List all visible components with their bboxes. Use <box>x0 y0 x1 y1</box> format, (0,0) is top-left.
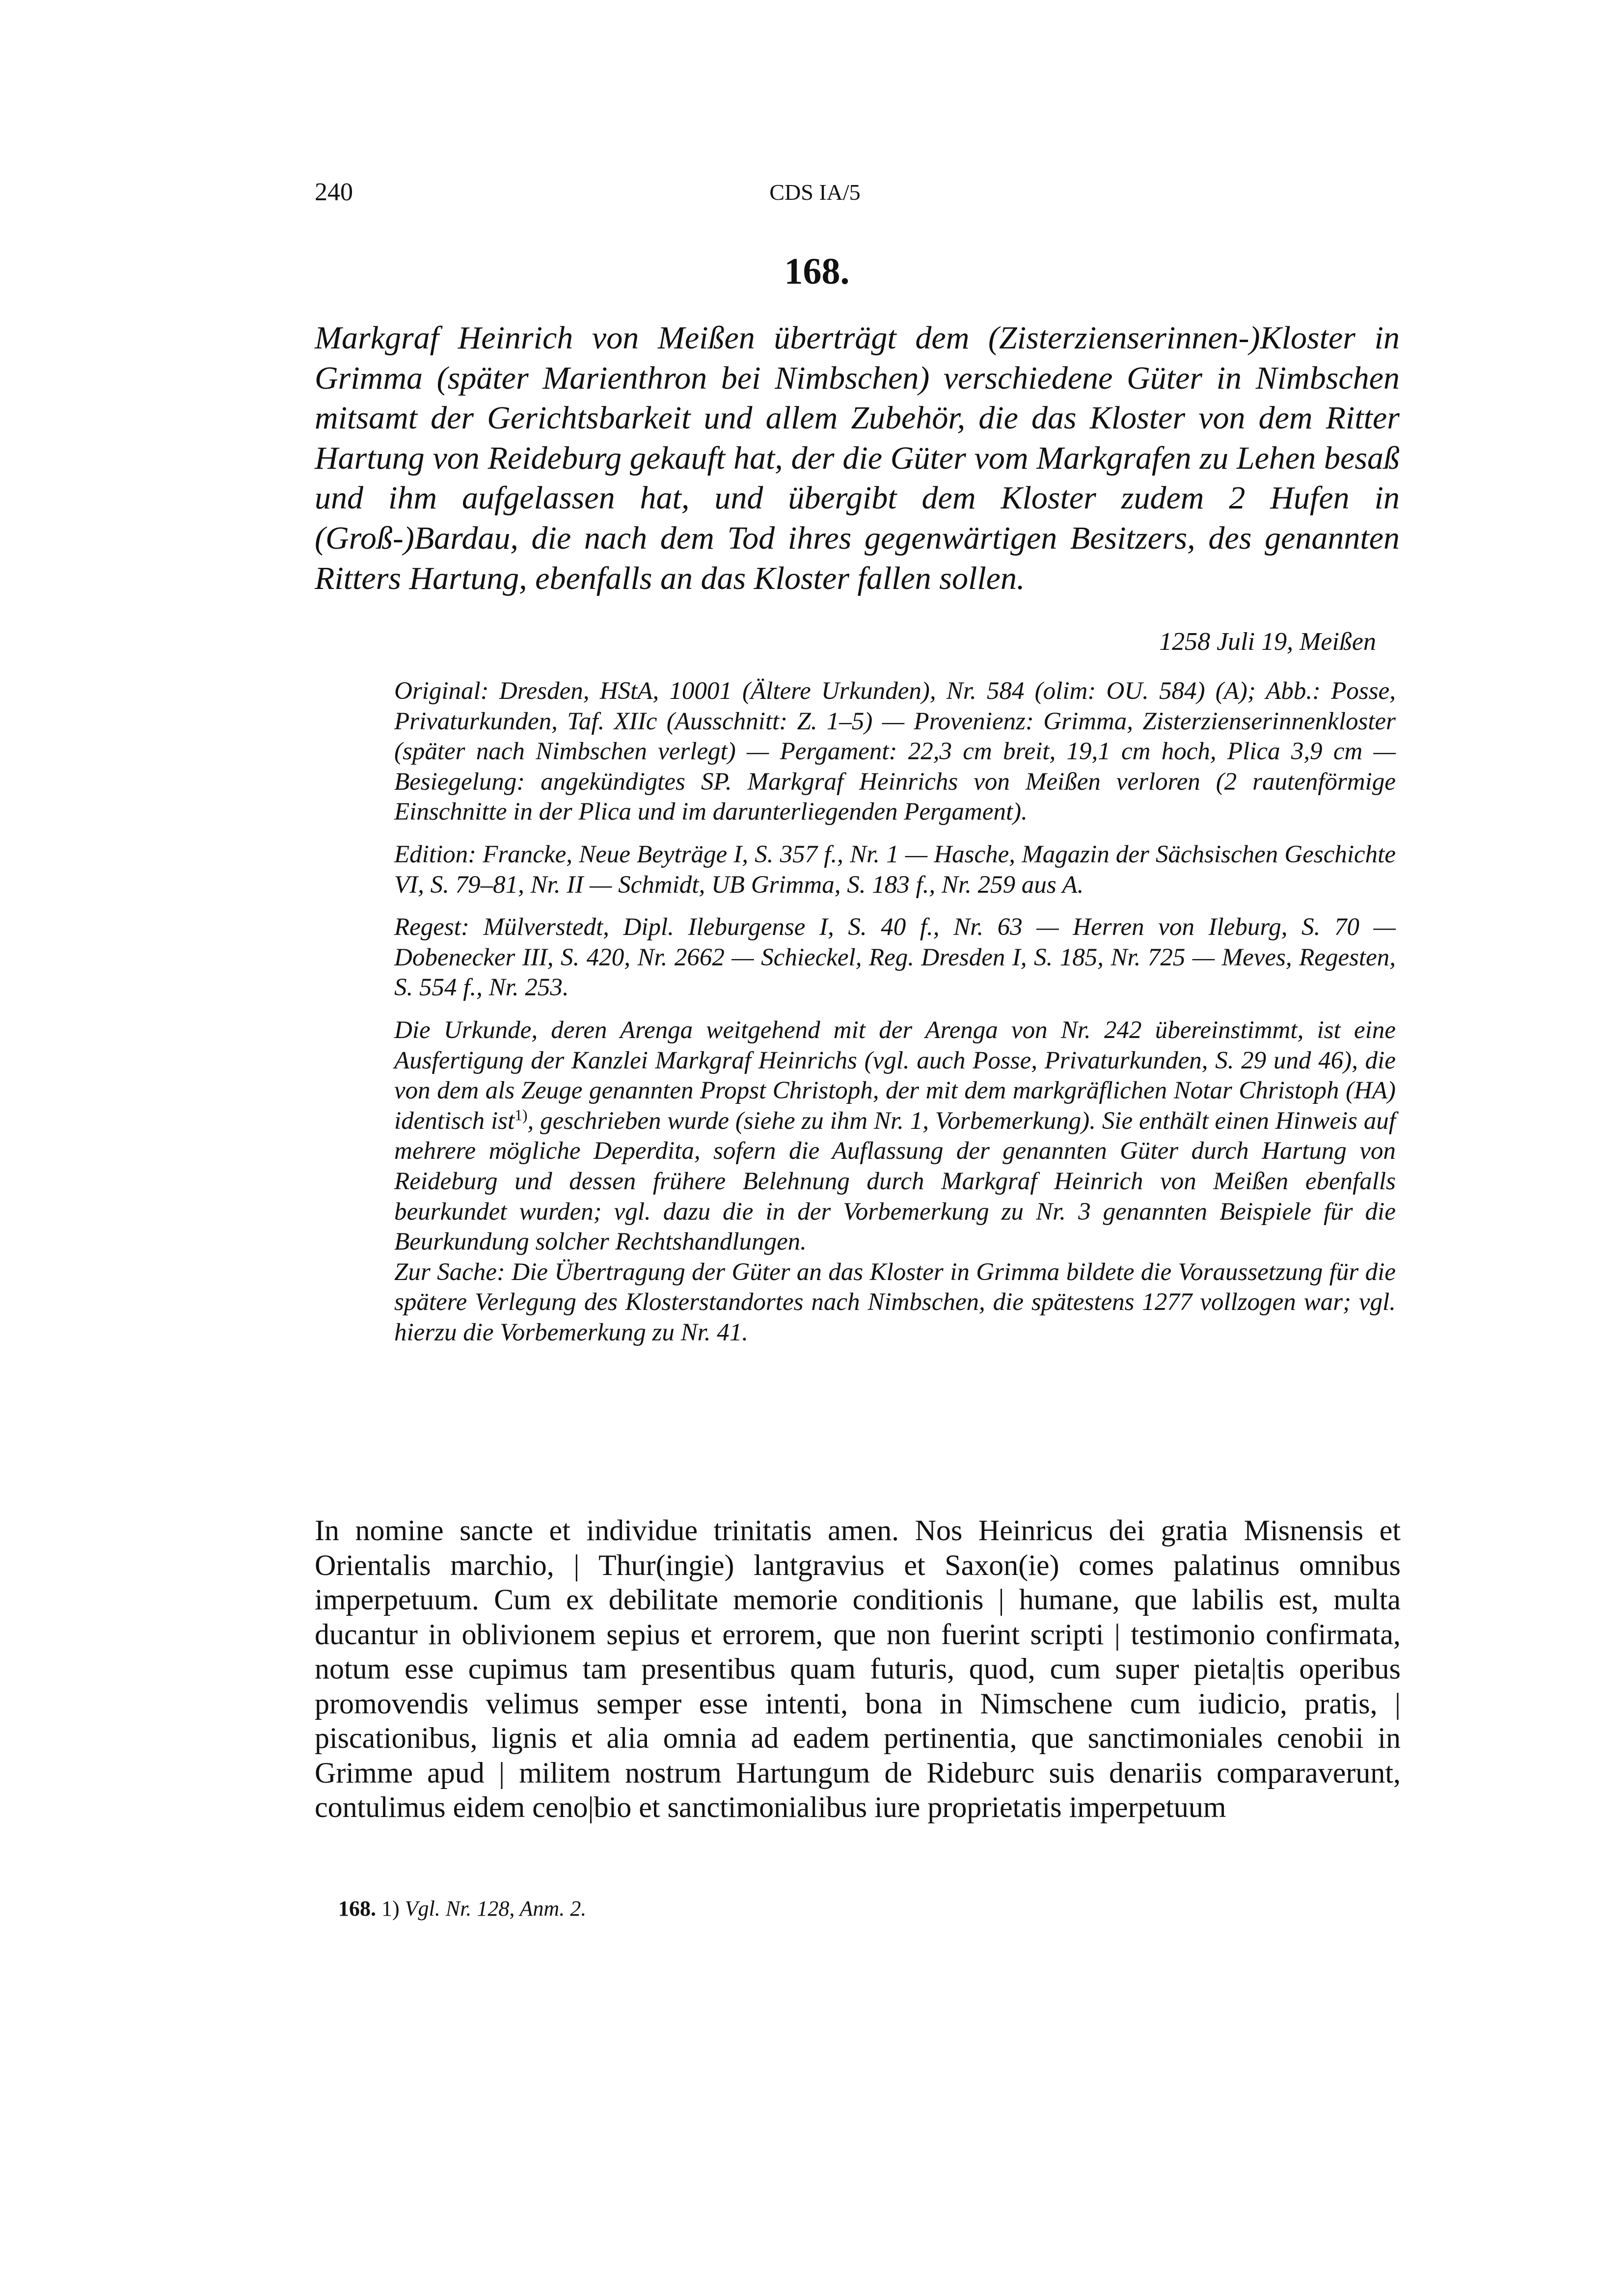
document-summary: Markgraf Heinrich von Meißen überträgt dem (Zisterzienserinnen-)Kloster in Grimma (später Marienthron bei Nimbschen) verschiedene Güter in Nimbschen mitsamt der Gerichtsbarkeit und allem Zubehör, die das Kloster von dem Ritter Hartung von Reideburg gekauft hat, der die Güter vom Markgrafen zu Lehen besaß und ihm aufgelassen hat, und übergibt dem Kloster zudem 2 Hufen in (Groß-)Bardau, die nach dem Tod ihres gegenwärtigen Besitzers, des genannten Ritters Hartung, ebenfalls an das Kloster fallen sollen. <box>315 320 1400 596</box>
charter-text: In nomine sancte et individue trinitatis amen. Nos Heinricus dei gratia Misnensis et Orientalis marchio, | Thur(ingie) lantgravius et Saxon(ie) comes palatinus omnibus imperpetuum. Cum ex debilitate memorie conditionis | humane, que labilis est, multa ducantur in oblivionem sepius et errorem, que non fuerint scripti | testimonio confirmata, notum esse cupimus tam presentibus quam futuris, quod, cum super pieta|tis operibus promovendis velimus semper esse intenti, bona in Nimschene cum iudicio, pratis, | piscationibus, lignis et alia omnia ad eadem pertinentia, que sanctimoniales cenobii in Grimme apud | militem nostrum Hartungum de Rideburc suis denariis comparaverunt, contulimus eidem ceno|bio et sanctimonialibus iure proprietatis imperpetuum <box>315 1514 1401 1823</box>
footnote-text: Vgl. Nr. 128, Anm. 2. <box>405 1896 587 1921</box>
commentary-text-2: , geschrieben wurde (siehe zu ihm Nr. 1, Vorbemerkung). Sie enthält einen Hinweis auf mehrere mögliche Deperdita, sofern die Auflassung der genannten Güter durch Hartung von Reideburg und dessen frühere Belehnung durch Markgraf Heinrich von Meißen ebenfalls beurkundet wurden; vgl. dazu die in der Vorbemerkung zu Nr. 3 genannten Beispiele für die Beurkundung solcher Rechtshandlungen. <box>394 1107 1396 1256</box>
critical-apparatus <box>394 676 1396 1360</box>
running-title: CDS IA/5 <box>769 180 861 205</box>
date-place: 1258 Juli 19, Meißen <box>1159 628 1376 656</box>
document-number: 168. <box>784 251 850 292</box>
original-note: Original: Dresden, HStA, 10001 (Ältere Urkunden), Nr. 584 (olim: OU. 584) (A); Abb.: Posse, Privaturkunden, Taf. XIIc (Ausschnitt: Z. 1–5) — Provenienz: Grimma, Zisterzienserinnenkloster (später nach Nimbschen verlegt) — Pergament: 22,3 cm breit, 19,1 cm hoch, Plica 3,9 cm — Besiegelung: angekündigtes SP. Markgraf Heinrichs von Meißen verloren (2 rautenförmige Einschnitte in der Plica und im darunterliegenden Pergament). <box>394 677 1396 826</box>
commentary-text-1: Die Urkunde, deren Arenga weitgehend mit der Arenga von Nr. 242 übereinstimmt, ist eine Ausfertigung der Kanzlei Markgraf Heinrichs (vgl. auch Posse, Privaturkunden, S. 29 und 46), die von dem als Zeuge genannten Propst Christoph, der mit dem markgräflichen Notar Christoph (HA) identisch ist <box>394 1016 1396 1135</box>
commentary-note <box>394 1015 1396 1257</box>
footnote-document-number: 168. <box>338 1896 376 1921</box>
footnote-marker: 1) <box>381 1896 400 1921</box>
edition-note: Edition: Francke, Neue Beyträge I, S. 357 f., Nr. 1 — Hasche, Magazin der Sächsischen Geschichte VI, S. 79–81, Nr. II — Schmidt, UB Grimma, S. 183 f., Nr. 259 aus A. <box>394 840 1396 899</box>
subject-note: Zur Sache: Die Übertragung der Güter an das Kloster in Grimma bildete die Voraussetzung für die spätere Verlegung des Klosterstandortes nach Nimbschen, die spätestens 1277 vollzogen war; vgl. hierzu die Vorbemerkung zu Nr. 41. <box>394 1258 1396 1346</box>
page-number: 240 <box>315 178 353 206</box>
footnote-reference: 1) <box>514 1106 528 1124</box>
footnote <box>338 1896 586 1922</box>
regest-note: Regest: Mülverstedt, Dipl. Ileburgense I, S. 40 f., Nr. 63 — Herren von Ileburg, S. 70 — Dobenecker III, S. 420, Nr. 2662 — Schieckel, Reg. Dresden I, S. 185, Nr. 725 — Meves, Regesten, S. 554 f., Nr. 253. <box>394 913 1396 1002</box>
